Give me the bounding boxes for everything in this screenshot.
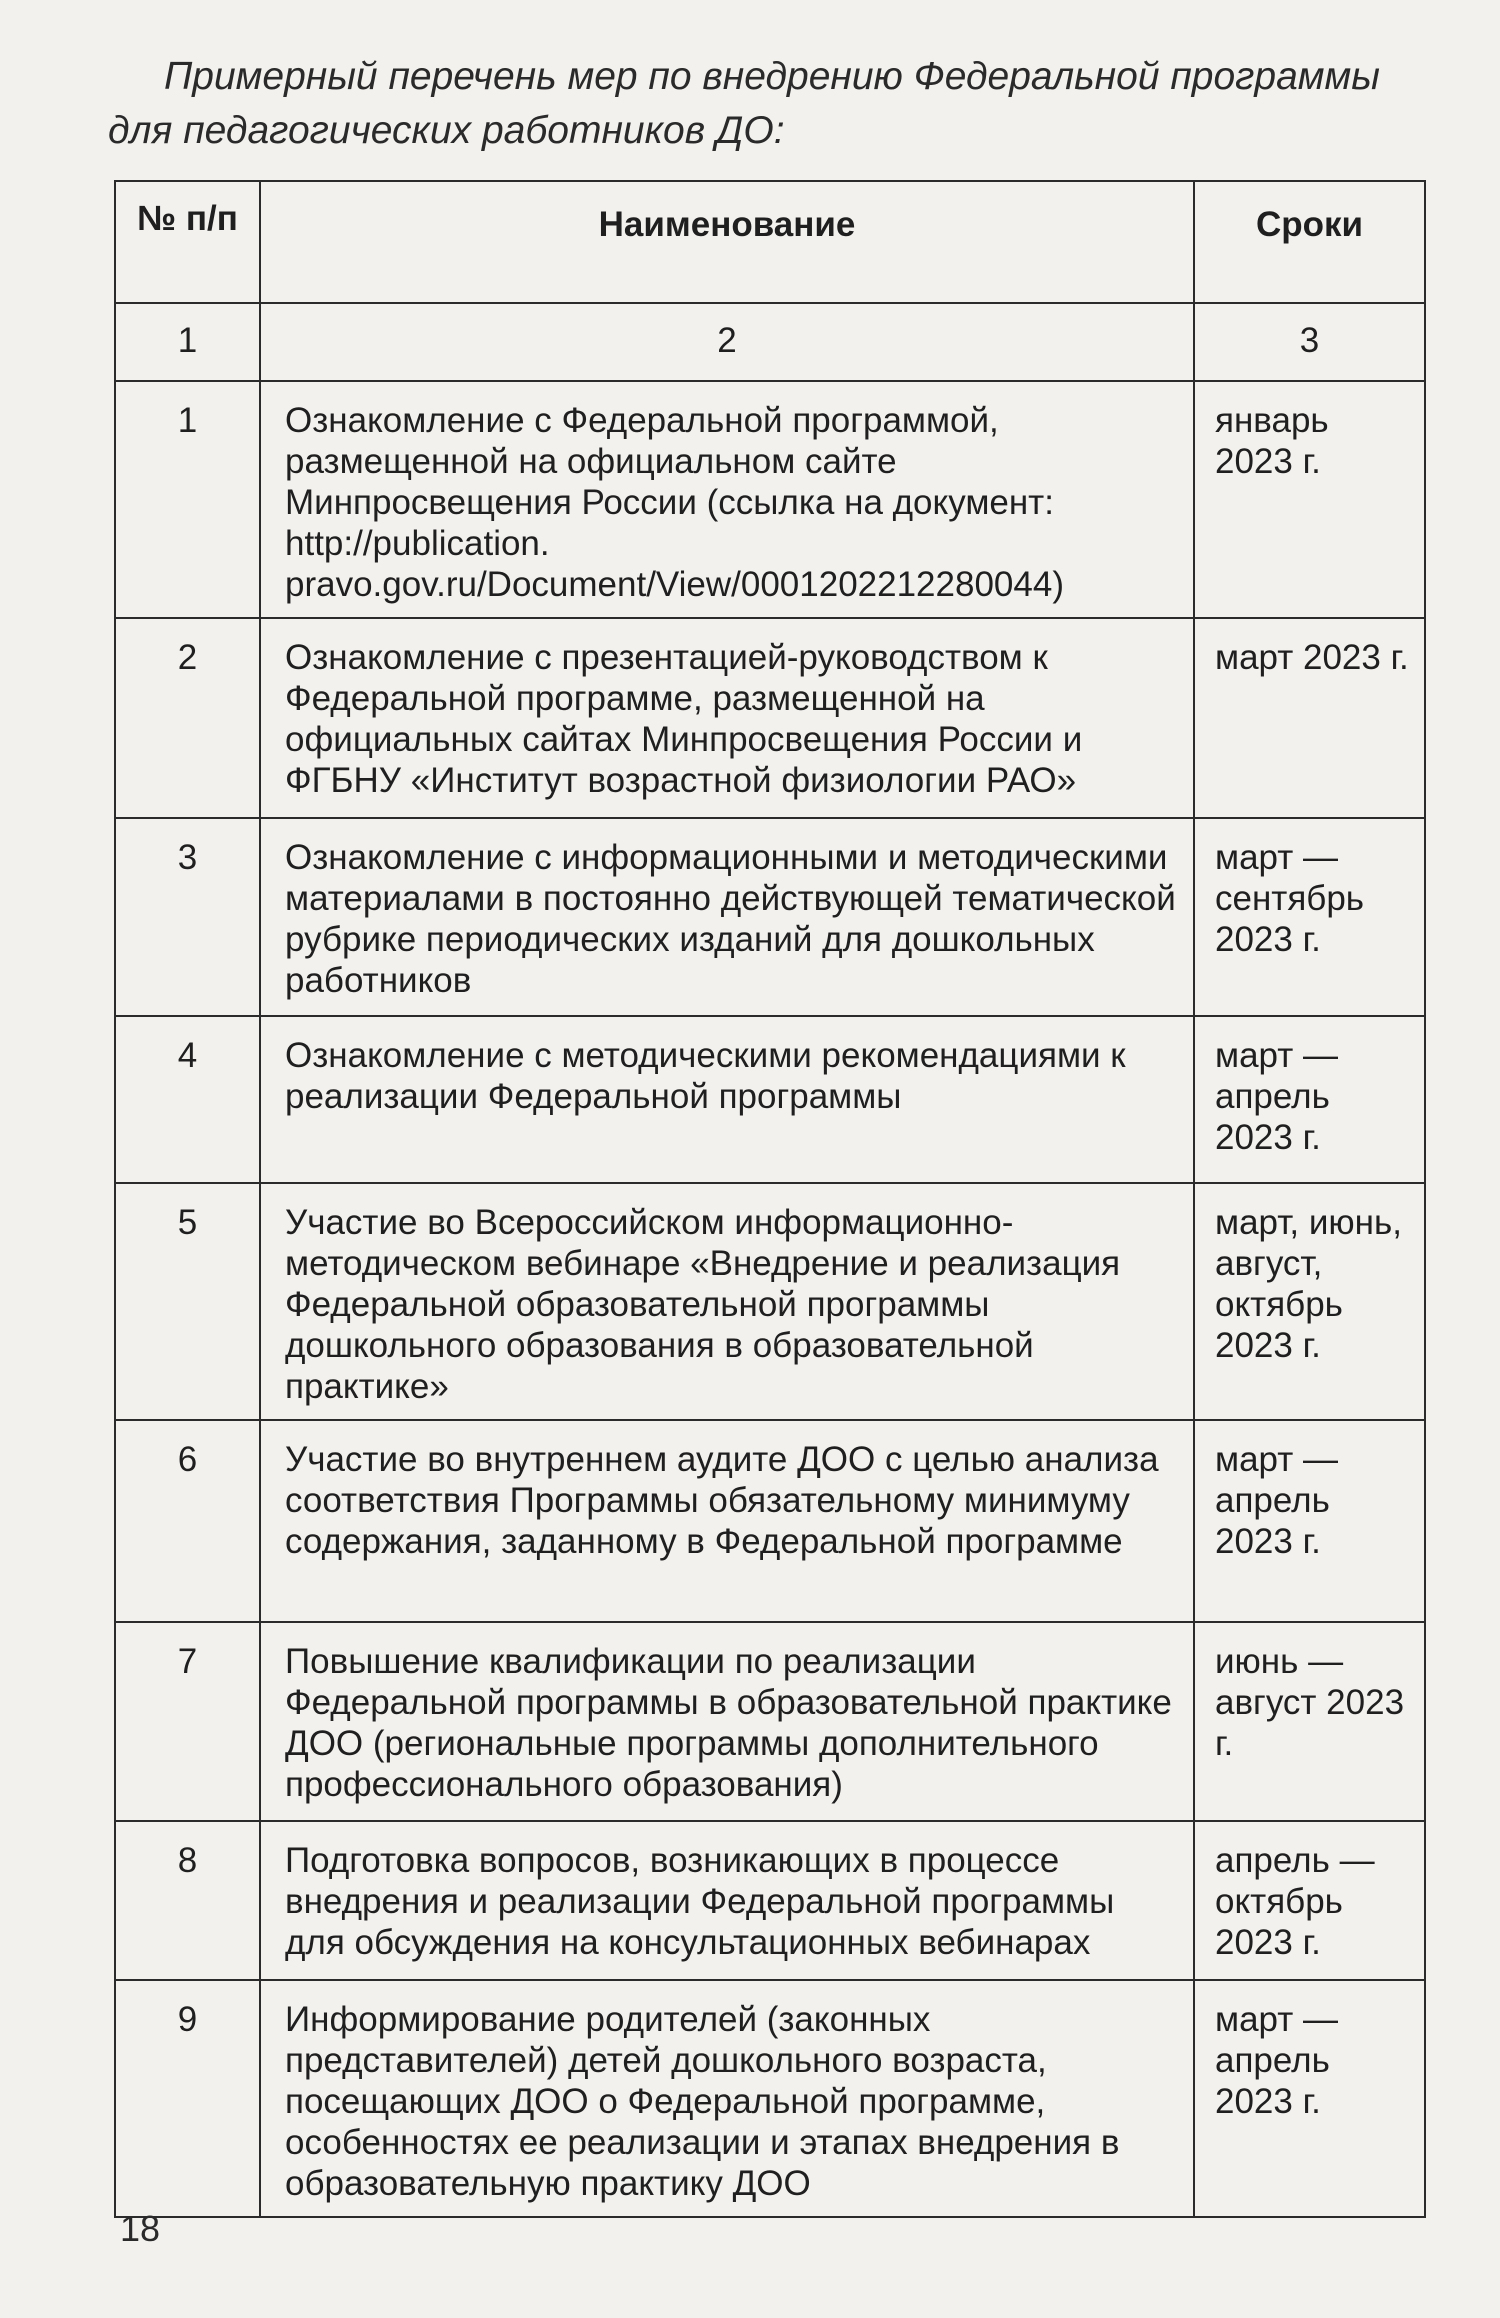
table-row: [115, 1420, 1425, 1622]
table-row: [115, 1821, 1425, 1980]
row-num-cell: [115, 1622, 260, 1821]
row-num-cell: [115, 1980, 260, 2217]
header-num-label: № п/п: [137, 199, 238, 238]
row-name-cell: [260, 1821, 1194, 1980]
table-row: [115, 1622, 1425, 1821]
row-name-cell: [260, 1420, 1194, 1622]
row-term: январь 2023 г.: [1215, 401, 1329, 481]
row-term: март — апрель 2023 г.: [1215, 2000, 1338, 2121]
column-index-cell: [260, 303, 1194, 381]
table-row: [115, 381, 1425, 618]
measures-table: [114, 180, 1426, 2218]
column-index-cell: [115, 303, 260, 381]
row-num-cell: [115, 1420, 260, 1622]
row-term: март — сентябрь 2023 г.: [1215, 838, 1365, 959]
row-num: 6: [177, 1440, 198, 1479]
page-number: 18: [120, 2208, 161, 2249]
row-name: Ознакомление с методическими рекомендациями к реализации Федеральной программы: [285, 1036, 1126, 1116]
row-num: 4: [177, 1036, 198, 1075]
table-row: [115, 618, 1425, 818]
header-term: [1194, 181, 1425, 303]
table-row: [115, 1980, 1425, 2217]
intro-heading: [108, 50, 1438, 158]
row-num: 2: [177, 638, 198, 677]
row-term-cell: [1194, 381, 1425, 618]
row-name-cell: [260, 1183, 1194, 1420]
row-term: апрель — октябрь 2023 г.: [1215, 1841, 1375, 1962]
row-name-cell: [260, 381, 1194, 618]
row-num-cell: [115, 818, 260, 1016]
header-name-label: Наименование: [598, 205, 856, 244]
column-index: 3: [1299, 321, 1320, 360]
row-name: Информирование родителей (законных представителей) детей дошкольного возраста, посещающих ДОО о Федеральной программе, особенностях ее реализации и этапах внедрения в образовательную практику ДОО: [285, 2000, 1120, 2203]
column-index-cell: [1194, 303, 1425, 381]
row-name: Повышение квалификации по реализации Федеральной программы в образовательной практике ДОО (региональные программы дополнительного профессионального образования): [285, 1642, 1172, 1804]
row-term: март, июнь, август, октябрь 2023 г.: [1215, 1203, 1402, 1365]
row-term-cell: [1194, 1980, 1425, 2217]
table-row: [115, 1183, 1425, 1420]
header-term-label: Сроки: [1255, 205, 1364, 244]
row-num: 5: [177, 1203, 198, 1242]
row-term-cell: [1194, 1622, 1425, 1821]
row-num: 1: [177, 401, 198, 440]
column-index: 1: [177, 321, 198, 360]
column-index-row: [115, 303, 1425, 381]
row-name: Участие во внутреннем аудите ДОО с целью анализа соответствия Программы обязательному минимуму содержания, заданному в Федеральной программе: [285, 1440, 1159, 1561]
row-name-cell: [260, 1016, 1194, 1183]
row-term: март — апрель 2023 г.: [1215, 1036, 1338, 1157]
table-header-row: [115, 181, 1425, 303]
row-name-cell: [260, 618, 1194, 818]
row-term-cell: [1194, 618, 1425, 818]
row-num: 3: [177, 838, 198, 877]
row-num: 7: [177, 1642, 198, 1681]
row-num-cell: [115, 1821, 260, 1980]
row-term-cell: [1194, 1183, 1425, 1420]
row-name-cell: [260, 1980, 1194, 2217]
table-row: [115, 818, 1425, 1016]
row-term: июнь — август 2023 г.: [1215, 1642, 1405, 1763]
column-index: 2: [717, 321, 737, 360]
row-num-cell: [115, 1016, 260, 1183]
row-term-cell: [1194, 1016, 1425, 1183]
row-name-cell: [260, 818, 1194, 1016]
row-name: Ознакомление с презентацией-руководством к Федеральной программе, размещенной на официальных сайтах Минпросвещения России и ФГБНУ «Институт возрастной физиологии РАО»: [285, 638, 1083, 800]
row-term-cell: [1194, 818, 1425, 1016]
row-term: март — апрель 2023 г.: [1215, 1440, 1338, 1561]
row-name: Ознакомление с информационными и методическими материалами в постоянно действующей тематической рубрике периодических изданий для дошкольных работников: [285, 838, 1176, 1000]
header-num: [115, 181, 260, 303]
intro-line-2: для педагогических работников ДО:: [108, 109, 785, 152]
row-name: Подготовка вопросов, возникающих в процессе внедрения и реализации Федеральной программы для обсуждения на консультационных вебинарах: [285, 1841, 1115, 1962]
row-num-cell: [115, 1183, 260, 1420]
row-term: март 2023 г.: [1215, 638, 1409, 677]
header-name: [260, 181, 1194, 303]
row-num: 9: [177, 2000, 198, 2039]
table-row: [115, 1016, 1425, 1183]
row-name-cell: [260, 1622, 1194, 1821]
row-num: 8: [177, 1841, 198, 1880]
row-term-cell: [1194, 1420, 1425, 1622]
row-name: Ознакомление с Федеральной программой, размещенной на официальном сайте Минпросвещения России (ссылка на документ: http://publication. pravo.gov.ru/Document/View/0001202212280044): [285, 401, 1064, 604]
row-name: Участие во Всероссийском информационно-методическом вебинаре «Внедрение и реализация Федеральной образовательной программы дошкольного образования в образовательной практике»: [285, 1203, 1121, 1406]
intro-line-1: Примерный перечень мер по внедрению Федеральной программы: [164, 55, 1380, 98]
row-num-cell: [115, 381, 260, 618]
row-term-cell: [1194, 1821, 1425, 1980]
row-num-cell: [115, 618, 260, 818]
